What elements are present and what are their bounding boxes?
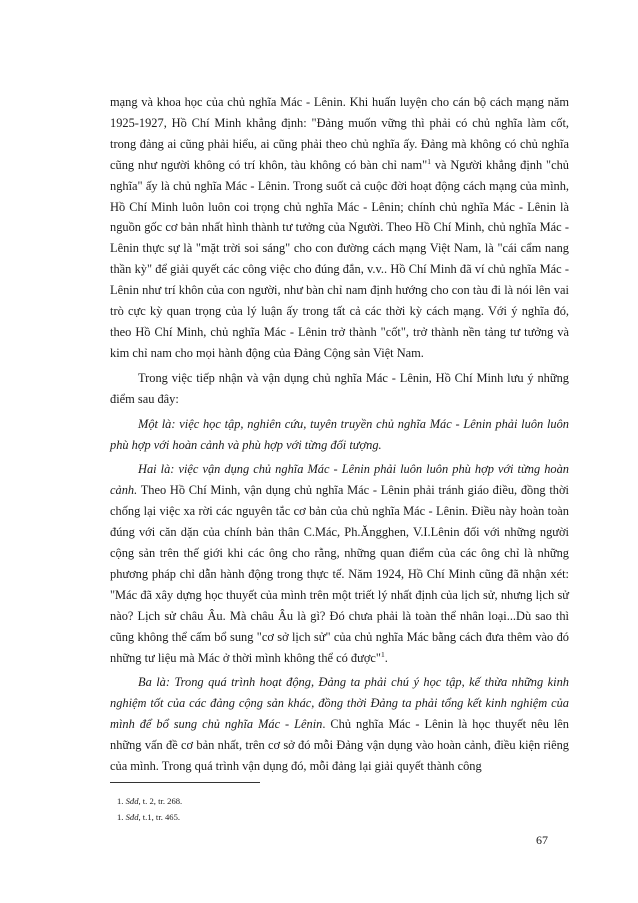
- italic-text-segment: Hai là: việc vận dụng chủ nghĩa Mác - Lênin phải luôn luôn phù hợp với từng hoàn cảnh.: [110, 462, 569, 498]
- text-segment: Trong việc tiếp nhận và vận dụng chủ nghĩa Mác - Lênin, Hồ Chí Minh lưu ý những điểm sau đây:: [110, 370, 569, 406]
- footnote-reference: 1: [427, 156, 431, 166]
- paragraph: [110, 92, 569, 364]
- body-text: [110, 92, 569, 781]
- footnote-detail: , t.1, tr. 465.: [138, 812, 181, 822]
- footnote-reference: 1: [380, 649, 385, 659]
- text-segment: . Chủ nghĩa Mác - Lênin là học thuyết nêu lên những vấn đề cơ bản nhất, trên cơ sở đó mỗi Đảng vận dụng vào hoàn cảnh, điều kiện riêng của mình. Trong quá trình vận dụng đó, mỗi đảng lại giải quyết thành công: [110, 717, 569, 774]
- footnotes: [117, 793, 182, 825]
- footnote-source: Sđd: [125, 796, 139, 806]
- footnote-separator: [110, 782, 260, 783]
- text-segment: và Người khẳng định "chủ nghĩa" ấy là chủ nghĩa Mác - Lênin. Trong suốt cả cuộc đời hoạt động cách mạng của mình, Hồ Chí Minh luôn luôn coi trọng chủ nghĩa Mác - Lênin; chính chủ nghĩa Mác - Lênin là nguồn gốc cơ bản nhất hình thành tư tưởng của Người. Theo Hồ Chí Minh, chủ nghĩa Mác - Lênin thực sự là "mặt trời soi sáng" cho con đường cách mạng Việt Nam, là "cái cẩm nang thần kỳ" để giải quyết các công việc cho đúng đắn, v.v.. Hồ Chí Minh đã ví chủ nghĩa Mác - Lênin như trí khôn của con người, như bàn chỉ nam định hướng cho con tàu đi là nói lên vai trò cực kỳ quan trọng của lý luận ấy trong tất cả các thời kỳ cách mạng. Với ý nghĩa đó, theo Hồ Chí Minh, chủ nghĩa Mác - Lênin trở thành "cốt", trở thành nền tảng tư tưởng và kim chỉ nam cho mọi hành động của Đảng Cộng sản Việt Nam.: [110, 157, 569, 360]
- footnote-source: Sđd: [125, 812, 139, 822]
- page-number: 67: [536, 833, 548, 847]
- footnote: [117, 809, 182, 825]
- paragraph: [110, 368, 569, 410]
- paragraph: [110, 672, 569, 777]
- footnote-detail: , t. 2, tr. 268.: [138, 796, 183, 806]
- text-segment: .: [384, 650, 388, 665]
- text-segment: Theo Hồ Chí Minh, vận dụng chủ nghĩa Mác - Lênin phải tránh giáo điều, đồng thời chống lại việc xa rời các nguyên tắc cơ bản của chủ nghĩa Mác - Lênin. Điều này hoàn toàn đúng với căn dặn của chính bản thân C.Mác, Ph.Ăngghen, V.I.Lênin đối với những người cộng sản trên thế giới khi các ông cho rằng, những quan điểm của các ông chỉ là những phương pháp chỉ dẫn hành động trong thực tế. Năm 1924, Hồ Chí Minh cũng đã nhận xét: "Mác đã xây dựng học thuyết của mình trên một triết lý nhất định của lịch sử, nhưng lịch sử nào? Lịch sử châu Âu. Mà châu Âu là gì? Đó chưa phải là toàn thể nhân loại...Dù sao thì cũng không thể cấm bổ sung "cơ sở lịch sử" của chủ nghĩa Mác bằng cách đưa thêm vào đó những tư liệu mà Mác ở thời mình không thể có được": [110, 483, 569, 665]
- italic-text-segment: Ba là: Trong quá trình hoạt động, Đảng ta phải chú ý học tập, kế thừa những kinh nghiệm tốt của các đảng cộng sản khác, đồng thời Đảng ta phải tổng kết kinh nghiệm của mình để bổ sung chủ nghĩa Mác - Lênin: [110, 675, 569, 732]
- paragraph: [110, 414, 569, 456]
- footnote: [117, 793, 182, 809]
- text-segment: mạng và khoa học của chủ nghĩa Mác - Lênin. Khi huấn luyện cho cán bộ cách mạng năm 1925-1927, Hồ Chí Minh khẳng định: "Đảng muốn vững thì phải có chủ nghĩa làm cốt, trong đảng ai cũng phải hiểu, ai cũng phải theo chủ nghĩa ấy. Đảng mà không có chủ nghĩa cũng như người không có trí khôn, tàu không có bàn chỉ nam": [110, 95, 569, 172]
- italic-text-segment: Một là: việc học tập, nghiên cứu, tuyên truyền chủ nghĩa Mác - Lênin phải luôn luôn phù hợp với hoàn cảnh và phù hợp với từng đối tượng.: [110, 416, 569, 452]
- footnote-number: 1.: [117, 796, 124, 806]
- paragraph: [110, 459, 569, 668]
- footnote-number: 1.: [117, 812, 124, 822]
